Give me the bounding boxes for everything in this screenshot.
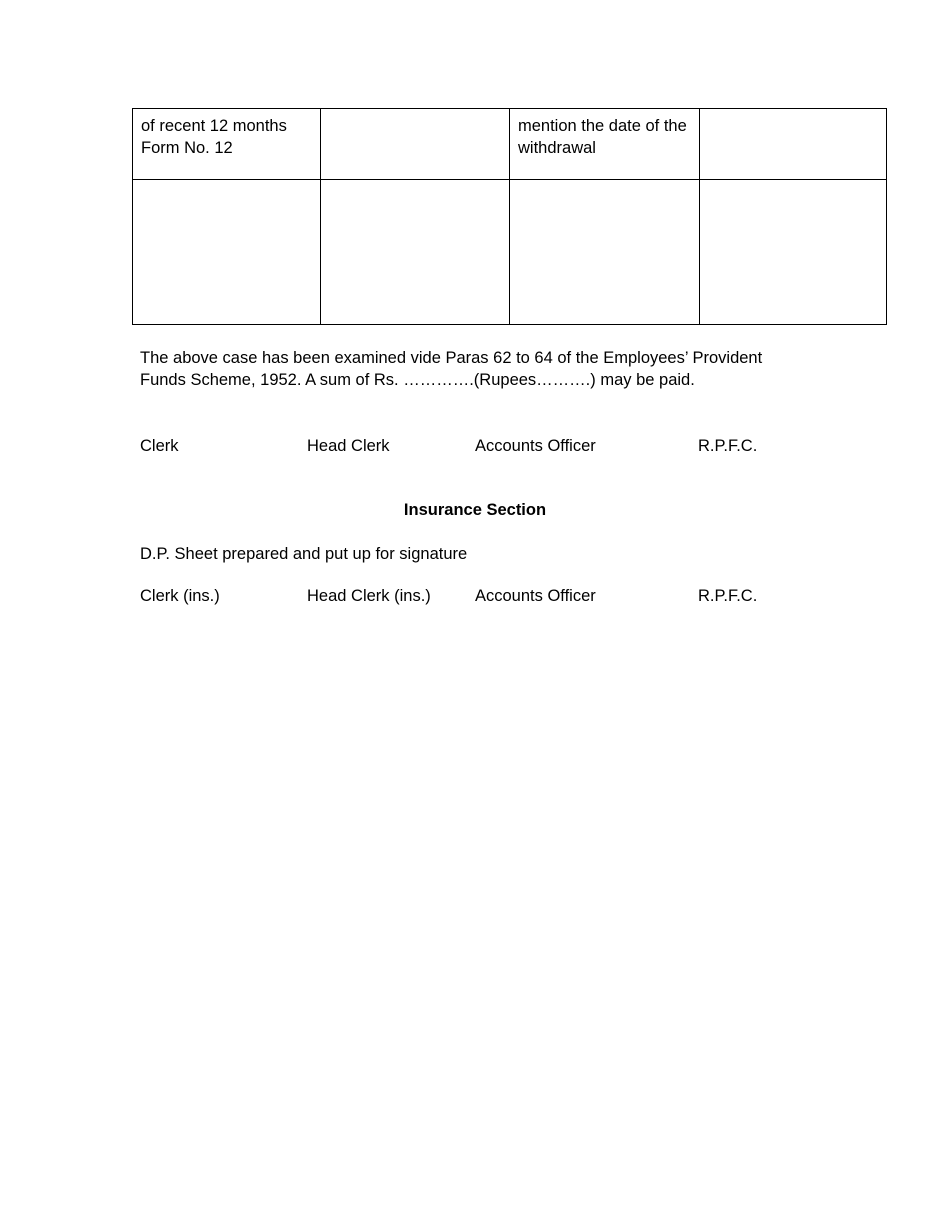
signature-label-head-clerk-ins: Head Clerk (ins.) [307,587,431,605]
insurance-section-heading: Insurance Section [403,501,547,519]
signature-label-rpfc-ins: R.P.F.C. [698,587,758,605]
signature-label-head-clerk: Head Clerk [307,437,390,455]
table-cell-blank-1 [133,180,321,325]
signature-row-main [0,435,950,457]
signature-label-clerk-ins: Clerk (ins.) [140,587,220,605]
signature-row-insurance [0,585,950,607]
table-cell-withdrawal-date: mention the date of the withdrawal [510,109,700,180]
table-cell-blank-2 [321,180,510,325]
table-cell-form-no: of recent 12 months Form No. 12 [133,109,321,180]
form-table [132,108,887,325]
signature-label-clerk: Clerk [140,437,179,455]
table-cell-blank-4 [700,180,887,325]
dp-sheet-line: D.P. Sheet prepared and put up for signature [140,545,468,563]
table-row [133,109,887,180]
table-cell-blank-3 [510,180,700,325]
signature-label-rpfc: R.P.F.C. [698,437,758,455]
signature-label-accounts-officer-ins: Accounts Officer [475,587,596,605]
signature-label-accounts-officer: Accounts Officer [475,437,596,455]
table-cell-empty-1 [321,109,510,180]
examination-paragraph: The above case has been examined vide Paras 62 to 64 of the Employees’ Provident Funds Scheme, 1952. A sum of Rs. ………….(Rupees……….) may be paid. [140,349,767,389]
table-row [133,180,887,325]
table-cell-empty-2 [700,109,887,180]
